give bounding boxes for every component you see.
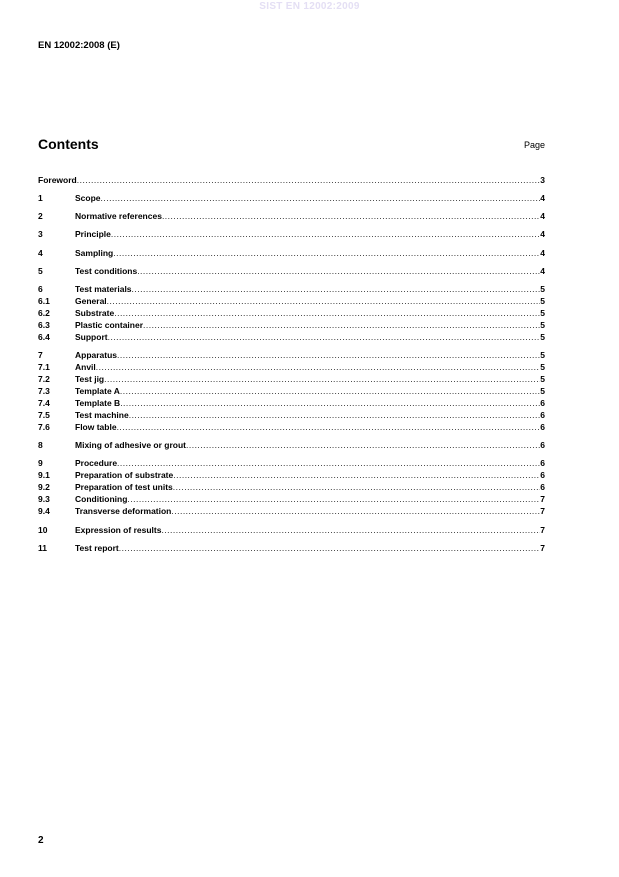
toc-entry-number: 7.4 xyxy=(38,398,50,408)
toc-entry-number: 7.1 xyxy=(38,362,50,372)
page-number: 2 xyxy=(38,835,44,846)
toc-dot-leader xyxy=(127,494,540,505)
toc-entry-number: 9.2 xyxy=(38,482,50,492)
toc-entry-page: 5 xyxy=(540,296,545,306)
toc-entry-title: Template B xyxy=(75,398,121,408)
toc-entry-number: 2 xyxy=(38,211,43,221)
contents-heading: Contents xyxy=(38,136,99,152)
toc-entry[interactable] xyxy=(38,410,545,421)
toc-entry-title: Foreword xyxy=(38,175,77,185)
toc-entry-number: 10 xyxy=(38,525,48,535)
toc-dot-leader xyxy=(117,350,540,361)
toc-dot-leader xyxy=(129,410,541,421)
toc-entry-title: Apparatus xyxy=(75,350,118,360)
toc-entry[interactable] xyxy=(38,350,545,361)
toc-entry-title: Anvil xyxy=(75,362,96,372)
toc-dot-leader xyxy=(171,506,540,517)
toc-entry[interactable] xyxy=(38,422,545,433)
toc-dot-leader xyxy=(137,266,540,277)
toc-entry-page: 7 xyxy=(540,525,545,535)
toc-entry-title: Conditioning xyxy=(75,494,128,504)
toc-dot-leader xyxy=(77,175,541,186)
toc-entry-title: Scope xyxy=(75,193,101,203)
page-column-label: Page xyxy=(523,140,545,150)
toc-entry-number: 6.2 xyxy=(38,308,50,318)
toc-entry-title: Test report xyxy=(75,543,119,553)
toc-dot-leader xyxy=(117,422,541,433)
toc-entry-page: 6 xyxy=(540,398,545,408)
toc-entry-page: 4 xyxy=(540,266,545,276)
toc-dot-leader xyxy=(143,320,540,331)
toc-entry-title: Flow table xyxy=(75,422,117,432)
toc-entry[interactable] xyxy=(38,362,545,373)
toc-entry[interactable] xyxy=(38,193,545,204)
toc-entry-title: Transverse deformation xyxy=(75,506,172,516)
toc-entry[interactable] xyxy=(38,386,545,397)
toc-dot-leader xyxy=(117,458,540,469)
toc-dot-leader xyxy=(96,362,540,373)
toc-entry-title: Test conditions xyxy=(75,266,138,276)
toc-entry[interactable] xyxy=(38,482,545,493)
toc-entry-number: 4 xyxy=(38,248,43,258)
toc-entry[interactable] xyxy=(38,175,545,186)
toc-entry[interactable] xyxy=(38,458,545,469)
toc-dot-leader xyxy=(108,332,541,343)
toc-entry-page: 6 xyxy=(540,422,545,432)
toc-entry-page: 5 xyxy=(540,284,545,294)
toc-entry-number: 9.3 xyxy=(38,494,50,504)
toc-entry[interactable] xyxy=(38,320,545,331)
toc-entry-title: Expression of results xyxy=(75,525,162,535)
toc-entry-title: Mixing of adhesive or grout xyxy=(75,440,186,450)
toc-entry-number: 9 xyxy=(38,458,43,468)
toc-dot-leader xyxy=(132,284,541,295)
toc-entry-title: Normative references xyxy=(75,211,162,221)
toc-dot-leader xyxy=(113,248,540,259)
toc-entry-page: 5 xyxy=(540,362,545,372)
toc-dot-leader xyxy=(186,440,540,451)
toc-entry[interactable] xyxy=(38,470,545,481)
toc-dot-leader xyxy=(104,374,540,385)
toc-entry[interactable] xyxy=(38,211,545,222)
toc-entry-page: 6 xyxy=(540,458,545,468)
toc-entry-page: 6 xyxy=(540,470,545,480)
toc-entry-number: 6.1 xyxy=(38,296,50,306)
toc-entry-page: 3 xyxy=(540,175,545,185)
toc-entry-title: Test machine xyxy=(75,410,129,420)
toc-dot-leader xyxy=(107,296,541,307)
toc-dot-leader xyxy=(120,386,540,397)
toc-entry-number: 6.4 xyxy=(38,332,50,342)
toc-entry[interactable] xyxy=(38,506,545,517)
toc-entry-page: 5 xyxy=(540,320,545,330)
toc-entry-number: 7.2 xyxy=(38,374,50,384)
toc-dot-leader xyxy=(111,229,540,240)
toc-entry-title: Principle xyxy=(75,229,111,239)
toc-entry-page: 4 xyxy=(540,248,545,258)
toc-entry[interactable] xyxy=(38,332,545,343)
toc-entry-title: Procedure xyxy=(75,458,118,468)
toc-entry-number: 9.4 xyxy=(38,506,50,516)
toc-dot-leader xyxy=(173,482,541,493)
toc-entry-page: 6 xyxy=(540,410,545,420)
toc-entry-number: 9.1 xyxy=(38,470,50,480)
toc-entry-title: Test materials xyxy=(75,284,132,294)
toc-entry-title: General xyxy=(75,296,107,306)
toc-entry-number: 11 xyxy=(38,543,47,553)
toc-entry[interactable] xyxy=(38,296,545,307)
toc-entry-title: Sampling xyxy=(75,248,114,258)
toc-entry-page: 5 xyxy=(540,332,545,342)
toc-entry-page: 5 xyxy=(540,374,545,384)
toc-entry-page: 4 xyxy=(540,229,545,239)
toc-entry-number: 7.3 xyxy=(38,386,50,396)
toc-entry-number: 6.3 xyxy=(38,320,50,330)
toc-entry[interactable] xyxy=(38,248,545,259)
toc-entry[interactable] xyxy=(38,440,545,451)
toc-entry[interactable] xyxy=(38,284,545,295)
toc-entry[interactable] xyxy=(38,308,545,319)
toc-entry-page: 7 xyxy=(540,543,545,553)
toc-entry-page: 4 xyxy=(540,211,545,221)
toc-entry-page: 4 xyxy=(540,193,545,203)
toc-entry[interactable] xyxy=(38,229,545,240)
watermark: SIST EN 12002:2009 xyxy=(259,1,360,12)
toc-entry-number: 7.6 xyxy=(38,422,50,432)
toc-entry-page: 6 xyxy=(540,482,545,492)
toc-entry-number: 5 xyxy=(38,266,43,276)
toc-entry-title: Template A xyxy=(75,386,120,396)
toc-entry-number: 8 xyxy=(38,440,43,450)
toc-entry-title: Substrate xyxy=(75,308,115,318)
toc-entry-number: 1 xyxy=(38,193,43,203)
toc-entry-page: 5 xyxy=(540,350,545,360)
toc-entry-title: Plastic container xyxy=(75,320,144,330)
toc-dot-leader xyxy=(161,525,540,536)
document-id: EN 12002:2008 (E) xyxy=(38,40,120,51)
toc-entry-title: Support xyxy=(75,332,108,342)
toc-entry[interactable] xyxy=(38,374,545,385)
toc-entry-number: 3 xyxy=(38,229,43,239)
toc-entry[interactable] xyxy=(38,266,545,277)
toc-entry-page: 7 xyxy=(540,506,545,516)
toc-entry-page: 5 xyxy=(540,386,545,396)
toc-entry-number: 6 xyxy=(38,284,43,294)
toc-entry-number: 7.5 xyxy=(38,410,50,420)
toc-entry-title: Test jig xyxy=(75,374,105,384)
toc-dot-leader xyxy=(101,193,541,204)
toc-entry-number: 7 xyxy=(38,350,43,360)
toc-dot-leader xyxy=(120,398,540,409)
toc-entry-page: 7 xyxy=(540,494,545,504)
toc-entry[interactable] xyxy=(38,494,545,505)
toc-entry[interactable] xyxy=(38,525,545,536)
toc-entry[interactable] xyxy=(38,398,545,409)
toc-entry-page: 5 xyxy=(540,308,545,318)
toc-entry-title: Preparation of test units xyxy=(75,482,173,492)
toc-dot-leader xyxy=(114,308,540,319)
toc-entry-page: 6 xyxy=(540,440,545,450)
toc-dot-leader xyxy=(119,543,540,554)
toc-dot-leader xyxy=(173,470,540,481)
toc-entry[interactable] xyxy=(38,543,545,554)
toc-dot-leader xyxy=(162,211,540,222)
toc-entry-title: Preparation of substrate xyxy=(75,470,174,480)
